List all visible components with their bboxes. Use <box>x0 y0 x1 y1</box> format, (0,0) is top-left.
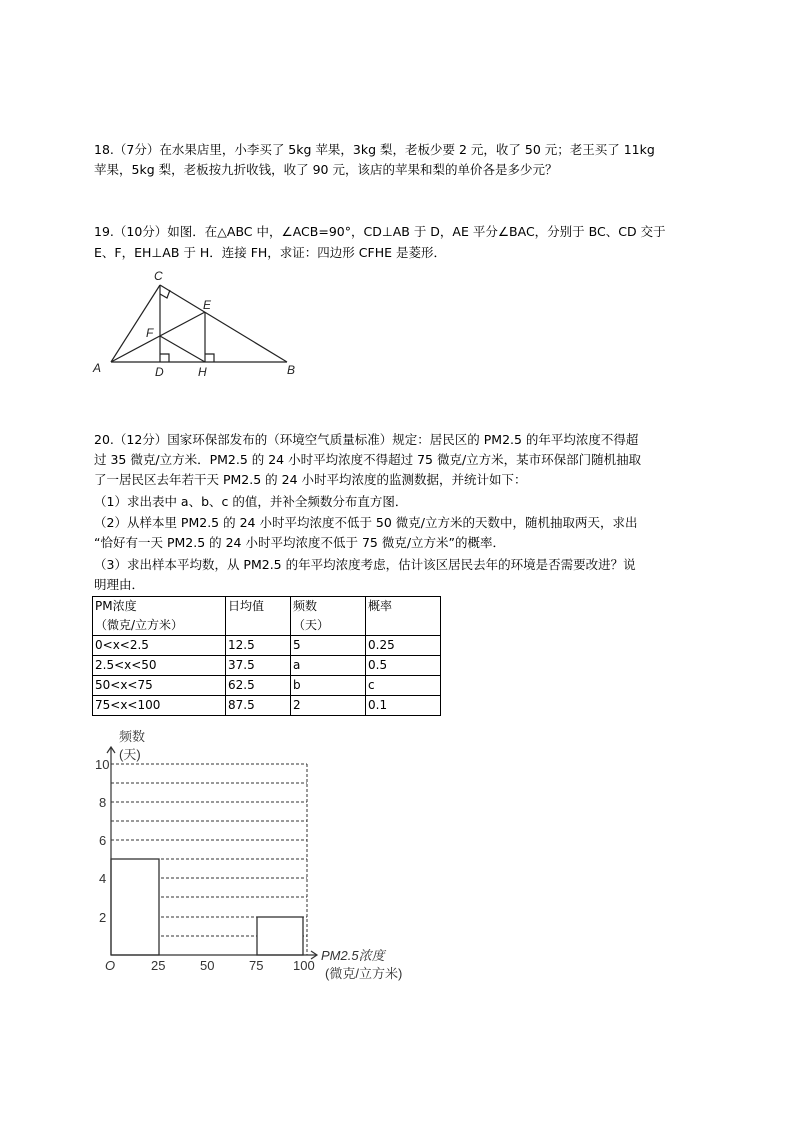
table-cell: 12.5 <box>226 636 291 656</box>
header-cell: 概率 <box>366 597 441 636</box>
geometry-figure <box>90 265 310 385</box>
y-tick-10: 10 <box>95 757 110 772</box>
x-tick-50: 50 <box>200 958 215 973</box>
x-tick-100: 100 <box>293 958 315 973</box>
x-axis-unit: (微克/立方米) <box>325 966 403 981</box>
label-d: D <box>155 365 164 379</box>
y-axis-unit: (天) <box>119 747 141 762</box>
bar-0-25 <box>111 859 159 955</box>
q20-sub1: （1）求出表中 a、b、c 的值，并补全频数分布直方图． <box>94 494 408 509</box>
table-row <box>93 696 441 716</box>
table-cell: a <box>291 656 366 676</box>
label-b: B <box>287 363 296 377</box>
table-row <box>93 676 441 696</box>
y-tick-8: 8 <box>99 795 107 810</box>
table-row <box>93 656 441 676</box>
bar-75-100 <box>257 917 303 955</box>
q19-line1: 19.（10分）如图．在△ABC 中，∠ACB=90°，CD⊥AB 于 D，AE 平分∠BAC，分别于 BC、CD 交于 <box>94 224 666 239</box>
label-a: A <box>93 361 102 375</box>
header-cell: PM浓度 （微克/立方米） <box>93 597 226 636</box>
y-axis-label: 频数 <box>119 729 146 744</box>
q20-sub3a: （3）求出样本平均数，从 PM2.5 的年平均浓度考虑，估计该区居民去年的环境是否需要改进？说 <box>94 557 636 572</box>
x-tick-75: 75 <box>249 958 264 973</box>
table-cell: 2 <box>291 696 366 716</box>
y-tick-4: 4 <box>99 871 107 886</box>
table-cell: c <box>366 676 441 696</box>
label-h: H <box>198 365 207 379</box>
table-cell: 0.25 <box>366 636 441 656</box>
q20-line3: 了一居民区去年若干天 PM2.5 的 24 小时平均浓度的监测数据，并统计如下： <box>94 472 527 487</box>
q18-line1: 18.（7分）在水果店里，小李买了 5kg 苹果，3kg 梨，老板少要 2 元，收了 50 元；老王买了 11kg <box>94 142 655 157</box>
table-cell: 0<x<2.5 <box>93 636 226 656</box>
table-cell: 0.1 <box>366 696 441 716</box>
table-cell: 50<x<75 <box>93 676 226 696</box>
histogram-chart <box>85 725 425 985</box>
table-cell: b <box>291 676 366 696</box>
table-row <box>93 636 441 656</box>
table-cell: 75<x<100 <box>93 696 226 716</box>
header-cell: 日均值 <box>226 597 291 636</box>
x-axis-label: PM2.5浓度 <box>321 948 385 963</box>
q20-sub2b: “恰好有一天 PM2.5 的 24 小时平均浓度不低于 75 微克/立方米”的概率． <box>94 535 506 550</box>
table-cell: 5 <box>291 636 366 656</box>
q20-sub2a: （2）从样本里 PM2.5 的 24 小时平均浓度不低于 50 微克/立方米的天数中，随机抽取两天，求出 <box>94 515 638 530</box>
label-f: F <box>146 326 154 340</box>
q20-line2: 过 35 微克/立方米．PM2.5 的 24 小时平均浓度不得超过 75 微克/立方米，某市环保部门随机抽取 <box>94 452 642 467</box>
q18-line2: 苹果，5kg 梨，老板按九折收钱，收了 90 元，该店的苹果和梨的单价各是多少元？ <box>94 162 558 177</box>
table-cell: 0.5 <box>366 656 441 676</box>
q20-sub3b: 明理由． <box>94 577 145 592</box>
table-cell: 62.5 <box>226 676 291 696</box>
label-c: C <box>154 269 163 283</box>
header-cell: 频数 （天） <box>291 597 366 636</box>
table-cell: 87.5 <box>226 696 291 716</box>
table-cell: 2.5<x<50 <box>93 656 226 676</box>
x-tick-25: 25 <box>151 958 166 973</box>
x-tick-origin: O <box>105 958 116 973</box>
table-header-row <box>93 597 441 636</box>
q20-line1: 20.（12分）国家环保部发布的（环境空气质量标准）规定：居民区的 PM2.5 的年平均浓度不得超 <box>94 432 639 447</box>
y-tick-6: 6 <box>99 833 107 848</box>
label-e: E <box>203 298 212 312</box>
q19-line2: E、F，EH⊥AB 于 H．连接 FH，求证：四边形 CFHE 是菱形． <box>94 245 446 260</box>
y-tick-2: 2 <box>99 910 107 925</box>
table-cell: 37.5 <box>226 656 291 676</box>
data-table <box>92 596 441 716</box>
